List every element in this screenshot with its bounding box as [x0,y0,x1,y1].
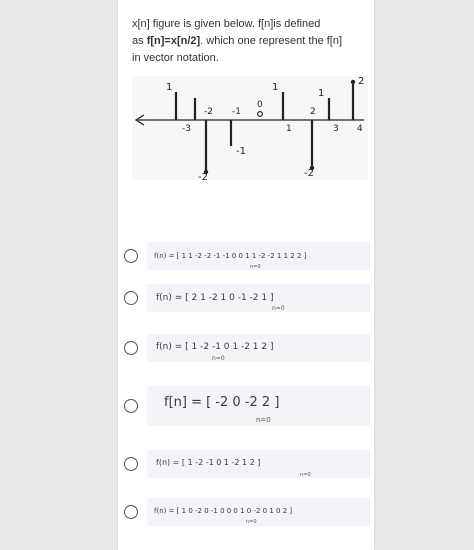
tick-label: 0 [257,100,263,110]
option-index-marker: n=0 [300,472,311,478]
option-formula: f(n) = [ 1 0 -2 0 -1 0 0 0 1 0 -2 0 1 0 2 ] [154,507,293,515]
stems [176,82,353,172]
answer-option-5[interactable] [124,446,370,482]
question-card [118,0,374,550]
stem-plot [132,76,368,180]
option-image [147,498,370,526]
option-image [147,284,370,312]
answer-option-6[interactable] [124,494,370,530]
option-index-marker: n=0 [246,519,257,525]
tick-label: 1 [286,124,292,134]
option-formula: f(n) = [ 1 -2 -1 0 1 -2 1 2 ] [156,342,274,352]
tick-label: -2 [204,107,213,117]
value-label: -2 [198,172,208,180]
dot-n-4-pos [351,80,355,84]
value-label: 2 [358,76,365,87]
definition-formula: f[n]=x[n/2] [146,35,201,47]
question-line-2 [132,33,368,50]
option-index-marker: n=0 [256,416,271,424]
option-image [147,242,370,270]
question-text [132,16,368,67]
option-formula: f[n] = [ -2 0 -2 2 ] [164,395,280,410]
axis-tick-labels [182,100,363,134]
option-image [147,334,370,362]
radio-button[interactable] [124,457,138,471]
answer-option-3[interactable] [124,330,370,366]
value-label: 1 [318,88,325,99]
answer-option-4[interactable] [124,384,370,428]
radio-button[interactable] [124,341,138,355]
radio-button[interactable] [124,249,138,263]
value-label: -1 [236,146,246,157]
option-formula: f(n) = [ 2 1 -2 1 0 -1 -2 1 ] [156,293,274,303]
origin-dot [258,112,263,117]
answer-option-1[interactable] [124,238,370,274]
value-label: -2 [304,168,314,179]
radio-button[interactable] [124,399,138,413]
tick-label: 2 [310,107,316,117]
option-image [147,386,370,426]
option-index-marker: n=0 [272,305,285,312]
tick-label: 3 [333,124,339,134]
signal-figure [132,76,368,180]
question-line-3: in vector notation. [132,52,219,64]
tick-label: 4 [357,124,363,134]
option-index-marker: n=0 [212,355,225,362]
value-label: 1 [272,82,279,93]
option-formula: f(n) = [ 1 -2 -1 0 1 -2 1 2 ] [156,458,261,467]
question-line-2-prefix: as [132,35,147,47]
tick-label: -3 [182,124,191,134]
option-index-marker: n=0 [250,264,261,270]
radio-button[interactable] [124,291,138,305]
tick-label: -1 [232,107,241,117]
question-line-1: x[n] figure is given below. f[n]is defined [132,18,321,30]
answer-option-2[interactable] [124,280,370,316]
value-label: 1 [166,82,173,93]
radio-button[interactable] [124,505,138,519]
option-formula: f(n) = [ 1 1 -2 -2 -1 -1 0 0 1 1 -2 -2 1 1 2 2 ] [154,252,307,260]
option-image [147,450,370,478]
question-line-2-suffix: . which one represent the f[n] [200,35,343,47]
